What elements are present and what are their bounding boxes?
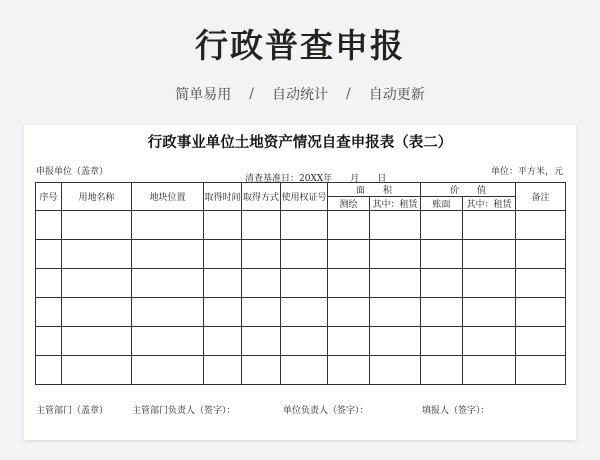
table-cell[interactable] bbox=[463, 269, 516, 298]
header-value-book: 账面 bbox=[421, 197, 463, 211]
table-cell[interactable] bbox=[132, 298, 204, 327]
table-cell[interactable] bbox=[36, 269, 62, 298]
hero-title: 行政普查申报 bbox=[195, 26, 405, 65]
form-title: 行政事业单位土地资产情况自查申报表（表二） bbox=[147, 134, 453, 151]
table-cell[interactable] bbox=[242, 327, 281, 356]
form-sheet bbox=[24, 125, 576, 440]
header-acq-method: 取得方式 bbox=[242, 183, 281, 211]
header-acq-time: 取得时间 bbox=[204, 183, 242, 211]
table-cell[interactable] bbox=[132, 327, 204, 356]
table-cell[interactable] bbox=[62, 240, 132, 269]
table-cell[interactable] bbox=[36, 298, 62, 327]
footer-dept-head: 主管部门负责人（签字）： bbox=[132, 406, 236, 416]
table-cell[interactable] bbox=[516, 356, 566, 385]
table-cell[interactable] bbox=[132, 356, 204, 385]
header-area-rented: 其中：租赁 bbox=[370, 197, 421, 211]
separator: / bbox=[249, 86, 254, 102]
table-cell[interactable] bbox=[516, 327, 566, 356]
table-cell[interactable] bbox=[36, 356, 62, 385]
table-row bbox=[36, 240, 566, 269]
table-cell[interactable] bbox=[281, 211, 328, 240]
table-cell[interactable] bbox=[36, 240, 62, 269]
feature-auto-stats: 自动统计 bbox=[272, 87, 328, 103]
table-cell[interactable] bbox=[204, 356, 242, 385]
table-cell[interactable] bbox=[328, 356, 370, 385]
table-cell[interactable] bbox=[242, 240, 281, 269]
header-area: 面 积 bbox=[328, 183, 421, 197]
applicant-label: 申报单位（盖章） bbox=[36, 167, 109, 177]
table-cell[interactable] bbox=[132, 211, 204, 240]
table-cell[interactable] bbox=[328, 327, 370, 356]
table-cell[interactable] bbox=[281, 269, 328, 298]
table-cell[interactable] bbox=[463, 298, 516, 327]
table-cell[interactable] bbox=[421, 211, 463, 240]
table-cell[interactable] bbox=[132, 269, 204, 298]
footer-unit-head: 单位负责人（签字）： bbox=[283, 406, 369, 416]
table-cell[interactable] bbox=[242, 211, 281, 240]
table-cell[interactable] bbox=[421, 356, 463, 385]
header-area-survey: 测绘 bbox=[328, 197, 370, 211]
table-cell[interactable] bbox=[370, 211, 421, 240]
table-cell[interactable] bbox=[132, 240, 204, 269]
table-cell[interactable] bbox=[281, 356, 328, 385]
table-cell[interactable] bbox=[370, 327, 421, 356]
table-cell[interactable] bbox=[370, 298, 421, 327]
table-cell[interactable] bbox=[421, 298, 463, 327]
table-cell[interactable] bbox=[204, 211, 242, 240]
table-cell[interactable] bbox=[62, 298, 132, 327]
table-cell[interactable] bbox=[36, 211, 62, 240]
header-value-rented: 其中：租赁 bbox=[463, 197, 516, 211]
unit-label: 单位：平方米，元 bbox=[490, 167, 563, 177]
table-cell[interactable] bbox=[516, 240, 566, 269]
table-cell[interactable] bbox=[421, 327, 463, 356]
table-cell[interactable] bbox=[421, 269, 463, 298]
table-cell[interactable] bbox=[62, 327, 132, 356]
table-cell[interactable] bbox=[36, 327, 62, 356]
table-cell[interactable] bbox=[516, 269, 566, 298]
land-asset-table bbox=[35, 182, 566, 385]
table-cell[interactable] bbox=[516, 211, 566, 240]
table-cell[interactable] bbox=[62, 269, 132, 298]
table-row bbox=[36, 269, 566, 298]
feature-list bbox=[0, 84, 600, 104]
table-cell[interactable] bbox=[62, 211, 132, 240]
table-cell[interactable] bbox=[463, 211, 516, 240]
header-value: 价 值 bbox=[421, 183, 516, 197]
table-cell[interactable] bbox=[204, 327, 242, 356]
header-remarks: 备注 bbox=[516, 183, 566, 211]
footer-filler: 填报人（签字）： bbox=[422, 406, 490, 416]
table-cell[interactable] bbox=[204, 269, 242, 298]
header-location: 地块位置 bbox=[132, 183, 204, 211]
table-cell[interactable] bbox=[328, 269, 370, 298]
table-row bbox=[36, 211, 566, 240]
table-cell[interactable] bbox=[204, 240, 242, 269]
table-row bbox=[36, 356, 566, 385]
table-cell[interactable] bbox=[328, 298, 370, 327]
header-seq: 序号 bbox=[36, 183, 62, 211]
table-cell[interactable] bbox=[328, 211, 370, 240]
table-cell[interactable] bbox=[281, 298, 328, 327]
table-cell[interactable] bbox=[281, 327, 328, 356]
table-cell[interactable] bbox=[281, 240, 328, 269]
table-cell[interactable] bbox=[204, 298, 242, 327]
table-cell[interactable] bbox=[328, 240, 370, 269]
table-cell[interactable] bbox=[463, 240, 516, 269]
footer-dept: 主管部门（盖章） bbox=[36, 406, 109, 416]
table-cell[interactable] bbox=[242, 356, 281, 385]
table-body bbox=[36, 211, 566, 385]
table-row bbox=[36, 298, 566, 327]
header-land-name: 用地名称 bbox=[62, 183, 132, 211]
table-cell[interactable] bbox=[242, 269, 281, 298]
table-cell[interactable] bbox=[370, 240, 421, 269]
table-cell[interactable] bbox=[62, 356, 132, 385]
table-cell[interactable] bbox=[463, 356, 516, 385]
feature-auto-update: 自动更新 bbox=[368, 87, 425, 103]
table-cell[interactable] bbox=[370, 356, 421, 385]
table-cell[interactable] bbox=[463, 327, 516, 356]
header-right-cert: 使用权证号 bbox=[281, 183, 328, 211]
table-row bbox=[36, 327, 566, 356]
table-cell[interactable] bbox=[421, 240, 463, 269]
table-cell[interactable] bbox=[242, 298, 281, 327]
feature-easy: 简单易用 bbox=[175, 87, 232, 103]
table-cell[interactable] bbox=[516, 298, 566, 327]
table-cell[interactable] bbox=[370, 269, 421, 298]
separator: / bbox=[346, 86, 351, 102]
base-date-label: 清查基准日：20XX年 月 日 bbox=[245, 174, 387, 184]
